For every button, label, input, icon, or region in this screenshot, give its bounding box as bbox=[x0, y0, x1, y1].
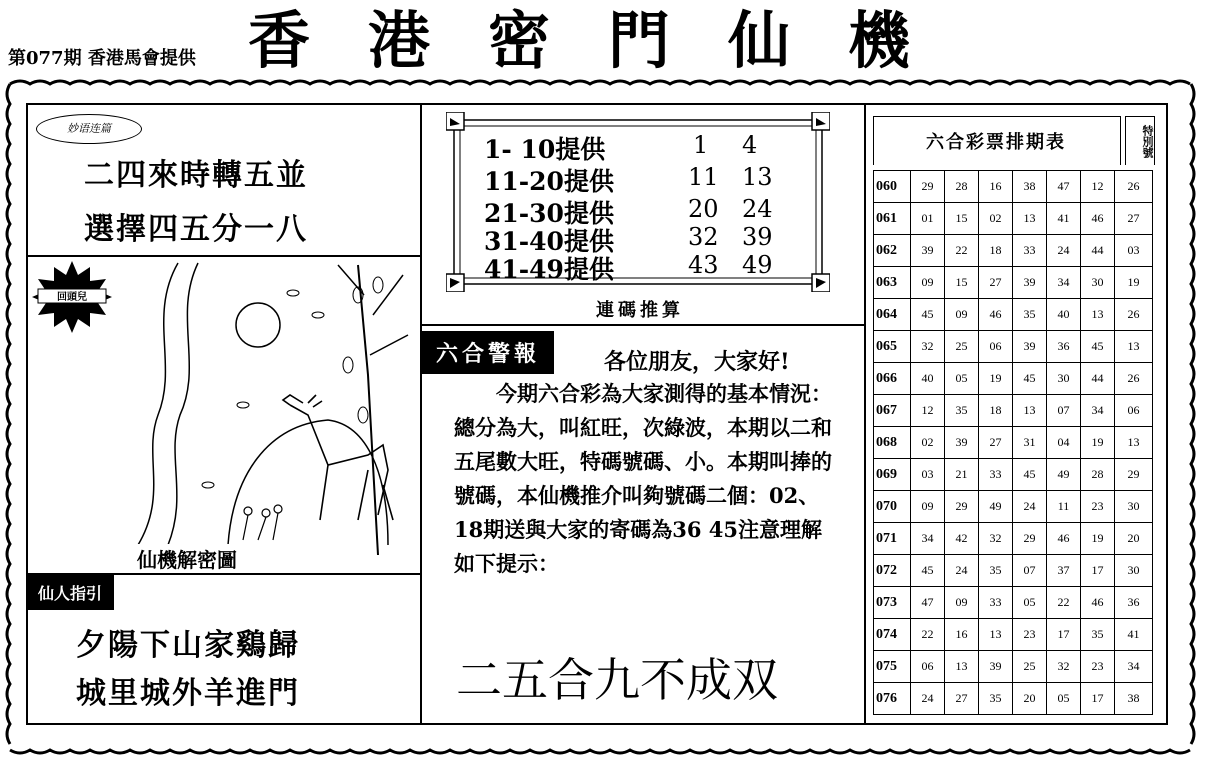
number-cell: 24 bbox=[945, 555, 979, 587]
number-cell: 40 bbox=[1047, 299, 1081, 331]
number-cell: 39 bbox=[945, 427, 979, 459]
number-cell: 13 bbox=[1013, 203, 1047, 235]
table-row bbox=[874, 619, 1153, 651]
number-cell: 22 bbox=[911, 619, 945, 651]
riddle-line-2: 選擇四五分一八 bbox=[84, 212, 308, 247]
number-cell: 39 bbox=[911, 235, 945, 267]
riddle-line-1: 二四來時轉五並 bbox=[84, 158, 308, 193]
special-number-cell: 34 bbox=[1115, 651, 1153, 683]
supply-num: 20 bbox=[688, 195, 719, 223]
supply-range-2: 11-20提供 bbox=[484, 167, 614, 196]
number-cell: 13 bbox=[1081, 299, 1115, 331]
number-cell: 17 bbox=[1081, 555, 1115, 587]
number-cell: 18 bbox=[979, 395, 1013, 427]
number-cell: 35 bbox=[1081, 619, 1115, 651]
picture-caption: 仙機解密圖 bbox=[133, 544, 241, 573]
number-cell: 05 bbox=[1013, 587, 1047, 619]
supply-caption: 連碼推算 bbox=[596, 300, 684, 321]
number-cell: 25 bbox=[945, 331, 979, 363]
divider bbox=[420, 324, 864, 326]
period-cell: 073 bbox=[874, 587, 911, 619]
number-cell: 13 bbox=[1013, 395, 1047, 427]
guide-line-1: 夕陽下山家鷄歸 bbox=[76, 628, 300, 663]
number-cell: 02 bbox=[911, 427, 945, 459]
number-cell: 39 bbox=[979, 651, 1013, 683]
number-cell: 02 bbox=[979, 203, 1013, 235]
number-cell: 03 bbox=[911, 459, 945, 491]
special-number-cell: 41 bbox=[1115, 619, 1153, 651]
number-cell: 35 bbox=[979, 683, 1013, 715]
table-row bbox=[874, 427, 1153, 459]
number-cell: 47 bbox=[1047, 171, 1081, 203]
number-cell: 17 bbox=[1047, 619, 1081, 651]
number-cell: 45 bbox=[911, 555, 945, 587]
number-cell: 05 bbox=[1047, 683, 1081, 715]
number-cell: 28 bbox=[945, 171, 979, 203]
number-cell: 41 bbox=[1047, 203, 1081, 235]
number-cell: 27 bbox=[979, 267, 1013, 299]
number-cell: 42 bbox=[945, 523, 979, 555]
alarm-greeting: 各位朋友，大家好! bbox=[604, 349, 790, 375]
table-row bbox=[874, 587, 1153, 619]
table-row bbox=[874, 235, 1153, 267]
supply-num: 32 bbox=[688, 223, 719, 251]
page-title: 香港密門仙機 bbox=[248, 4, 969, 77]
number-cell: 05 bbox=[945, 363, 979, 395]
special-number-cell: 27 bbox=[1115, 203, 1153, 235]
period-cell: 060 bbox=[874, 171, 911, 203]
supply-num: 13 bbox=[742, 163, 773, 191]
table-row bbox=[874, 491, 1153, 523]
deer-illustration bbox=[28, 255, 416, 555]
special-number-cell: 30 bbox=[1115, 491, 1153, 523]
number-cell: 36 bbox=[1047, 331, 1081, 363]
supply-range-3: 21-30提供 bbox=[484, 199, 614, 228]
number-cell: 29 bbox=[911, 171, 945, 203]
number-cell: 04 bbox=[1047, 427, 1081, 459]
number-cell: 13 bbox=[945, 651, 979, 683]
number-cell: 35 bbox=[945, 395, 979, 427]
number-cell: 28 bbox=[1081, 459, 1115, 491]
period-cell: 074 bbox=[874, 619, 911, 651]
number-cell: 13 bbox=[979, 619, 1013, 651]
number-cell: 32 bbox=[911, 331, 945, 363]
number-cell: 23 bbox=[1081, 491, 1115, 523]
period-cell: 066 bbox=[874, 363, 911, 395]
period-cell: 067 bbox=[874, 395, 911, 427]
table-title: 六合彩票排期表 bbox=[926, 132, 1066, 153]
table-row bbox=[874, 651, 1153, 683]
number-cell: 35 bbox=[979, 555, 1013, 587]
number-cell: 38 bbox=[1013, 171, 1047, 203]
number-cell: 30 bbox=[1081, 267, 1115, 299]
number-cell: 06 bbox=[911, 651, 945, 683]
number-cell: 32 bbox=[1047, 651, 1081, 683]
number-cell: 39 bbox=[1013, 331, 1047, 363]
number-cell: 49 bbox=[979, 491, 1013, 523]
number-cell: 34 bbox=[1081, 395, 1115, 427]
number-cell: 44 bbox=[1081, 235, 1115, 267]
number-cell: 23 bbox=[1081, 651, 1115, 683]
number-cell: 07 bbox=[1013, 555, 1047, 587]
number-cell: 09 bbox=[911, 267, 945, 299]
number-cell: 45 bbox=[1013, 363, 1047, 395]
stamp-text: 回頭兒 bbox=[57, 292, 87, 303]
number-cell: 17 bbox=[1081, 683, 1115, 715]
table-row bbox=[874, 523, 1153, 555]
supply-num: 11 bbox=[688, 163, 719, 191]
number-cell: 33 bbox=[979, 587, 1013, 619]
number-cell: 27 bbox=[945, 683, 979, 715]
moon-icon bbox=[236, 303, 280, 347]
number-cell: 40 bbox=[911, 363, 945, 395]
special-number-cell: 29 bbox=[1115, 459, 1153, 491]
period-cell: 069 bbox=[874, 459, 911, 491]
provider-text: 香港馬會提供 bbox=[87, 48, 196, 69]
special-number-cell: 26 bbox=[1115, 299, 1153, 331]
number-cell: 18 bbox=[979, 235, 1013, 267]
number-cell: 23 bbox=[1013, 619, 1047, 651]
supply-num: 24 bbox=[742, 195, 773, 223]
number-cell: 46 bbox=[1081, 587, 1115, 619]
number-cell: 30 bbox=[1047, 363, 1081, 395]
number-cell: 15 bbox=[945, 203, 979, 235]
alarm-slogan: 二五合九不成双 bbox=[456, 653, 778, 707]
number-cell: 25 bbox=[1013, 651, 1047, 683]
number-cell: 44 bbox=[1081, 363, 1115, 395]
special-number-cell: 38 bbox=[1115, 683, 1153, 715]
special-number-cell: 20 bbox=[1115, 523, 1153, 555]
period-cell: 072 bbox=[874, 555, 911, 587]
special-number-cell: 06 bbox=[1115, 395, 1153, 427]
number-cell: 09 bbox=[911, 491, 945, 523]
number-cell: 47 bbox=[911, 587, 945, 619]
period-cell: 068 bbox=[874, 427, 911, 459]
issue-number: 第077期 bbox=[8, 48, 82, 69]
number-cell: 29 bbox=[945, 491, 979, 523]
number-cell: 11 bbox=[1047, 491, 1081, 523]
period-cell: 064 bbox=[874, 299, 911, 331]
special-number-cell: 13 bbox=[1115, 331, 1153, 363]
number-cell: 19 bbox=[1081, 427, 1115, 459]
period-cell: 070 bbox=[874, 491, 911, 523]
table-row bbox=[874, 459, 1153, 491]
table-row bbox=[874, 203, 1153, 235]
supply-range-5: 41-49提供 bbox=[484, 255, 614, 284]
number-cell: 27 bbox=[979, 427, 1013, 459]
number-cell: 01 bbox=[911, 203, 945, 235]
special-number-cell: 26 bbox=[1115, 363, 1153, 395]
supply-num: 1 bbox=[693, 131, 709, 159]
number-cell: 19 bbox=[1081, 523, 1115, 555]
special-number-cell: 30 bbox=[1115, 555, 1153, 587]
table-row bbox=[874, 363, 1153, 395]
special-number-cell: 36 bbox=[1115, 587, 1153, 619]
table-row bbox=[874, 395, 1153, 427]
number-cell: 35 bbox=[1013, 299, 1047, 331]
period-cell: 075 bbox=[874, 651, 911, 683]
guide-label: 仙人指引 bbox=[26, 575, 114, 610]
number-cell: 32 bbox=[979, 523, 1013, 555]
number-cell: 09 bbox=[945, 299, 979, 331]
number-cell: 07 bbox=[1047, 395, 1081, 427]
special-number-cell: 19 bbox=[1115, 267, 1153, 299]
number-cell: 46 bbox=[1047, 523, 1081, 555]
number-cell: 21 bbox=[945, 459, 979, 491]
number-cell: 19 bbox=[979, 363, 1013, 395]
supply-num: 39 bbox=[742, 223, 773, 251]
number-cell: 31 bbox=[1013, 427, 1047, 459]
number-cell: 12 bbox=[1081, 171, 1115, 203]
special-number-label: 特別號 bbox=[1125, 116, 1155, 165]
period-cell: 061 bbox=[874, 203, 911, 235]
number-cell: 20 bbox=[1013, 683, 1047, 715]
special-number-cell: 03 bbox=[1115, 235, 1153, 267]
supply-num: 43 bbox=[688, 251, 719, 279]
number-cell: 39 bbox=[1013, 267, 1047, 299]
number-cell: 24 bbox=[1013, 491, 1047, 523]
number-cell: 16 bbox=[945, 619, 979, 651]
number-cell: 15 bbox=[945, 267, 979, 299]
number-cell: 45 bbox=[1081, 331, 1115, 363]
number-cell: 12 bbox=[911, 395, 945, 427]
table-row bbox=[874, 299, 1153, 331]
riddle-badge: 妙语连篇 bbox=[36, 114, 142, 144]
table-row bbox=[874, 171, 1153, 203]
number-cell: 34 bbox=[911, 523, 945, 555]
number-cell: 34 bbox=[1047, 267, 1081, 299]
period-cell: 071 bbox=[874, 523, 911, 555]
number-cell: 22 bbox=[1047, 587, 1081, 619]
number-cell: 16 bbox=[979, 171, 1013, 203]
draw-table bbox=[873, 170, 1153, 715]
number-cell: 22 bbox=[945, 235, 979, 267]
period-cell: 062 bbox=[874, 235, 911, 267]
table-row bbox=[874, 555, 1153, 587]
number-cell: 24 bbox=[911, 683, 945, 715]
issue-header bbox=[8, 44, 196, 70]
number-cell: 45 bbox=[1013, 459, 1047, 491]
number-cell: 33 bbox=[1013, 235, 1047, 267]
supply-num: 49 bbox=[742, 251, 773, 279]
special-number-cell: 26 bbox=[1115, 171, 1153, 203]
number-cell: 49 bbox=[1047, 459, 1081, 491]
special-number-cell: 13 bbox=[1115, 427, 1153, 459]
period-cell: 065 bbox=[874, 331, 911, 363]
supply-num: 4 bbox=[742, 131, 758, 159]
number-cell: 46 bbox=[979, 299, 1013, 331]
alarm-label: 六合警報 bbox=[422, 331, 554, 374]
table-row bbox=[874, 683, 1153, 715]
number-cell: 09 bbox=[945, 587, 979, 619]
number-cell: 37 bbox=[1047, 555, 1081, 587]
table-row bbox=[874, 267, 1153, 299]
number-cell: 33 bbox=[979, 459, 1013, 491]
number-cell: 45 bbox=[911, 299, 945, 331]
number-cell: 46 bbox=[1081, 203, 1115, 235]
guide-line-2: 城里城外羊進門 bbox=[76, 676, 300, 711]
number-cell: 06 bbox=[979, 331, 1013, 363]
deer-icon bbox=[283, 395, 393, 520]
period-cell: 076 bbox=[874, 683, 911, 715]
number-cell: 24 bbox=[1047, 235, 1081, 267]
supply-range-1: 1- 10提供 bbox=[484, 135, 606, 164]
supply-range-4: 31-40提供 bbox=[484, 227, 614, 256]
table-row bbox=[874, 331, 1153, 363]
period-cell: 063 bbox=[874, 267, 911, 299]
number-cell: 29 bbox=[1013, 523, 1047, 555]
alarm-body: 今期六合彩為大家測得的基本情況：總分為大，叫紅旺，次綠波，本期以二和五尾數大旺，特碼號碼、小。本期叫捧的號碼，本仙機推介叫夠號碼二個：02、18期送與大家的寄碼為36 45注意理解如下提示： bbox=[454, 381, 832, 576]
